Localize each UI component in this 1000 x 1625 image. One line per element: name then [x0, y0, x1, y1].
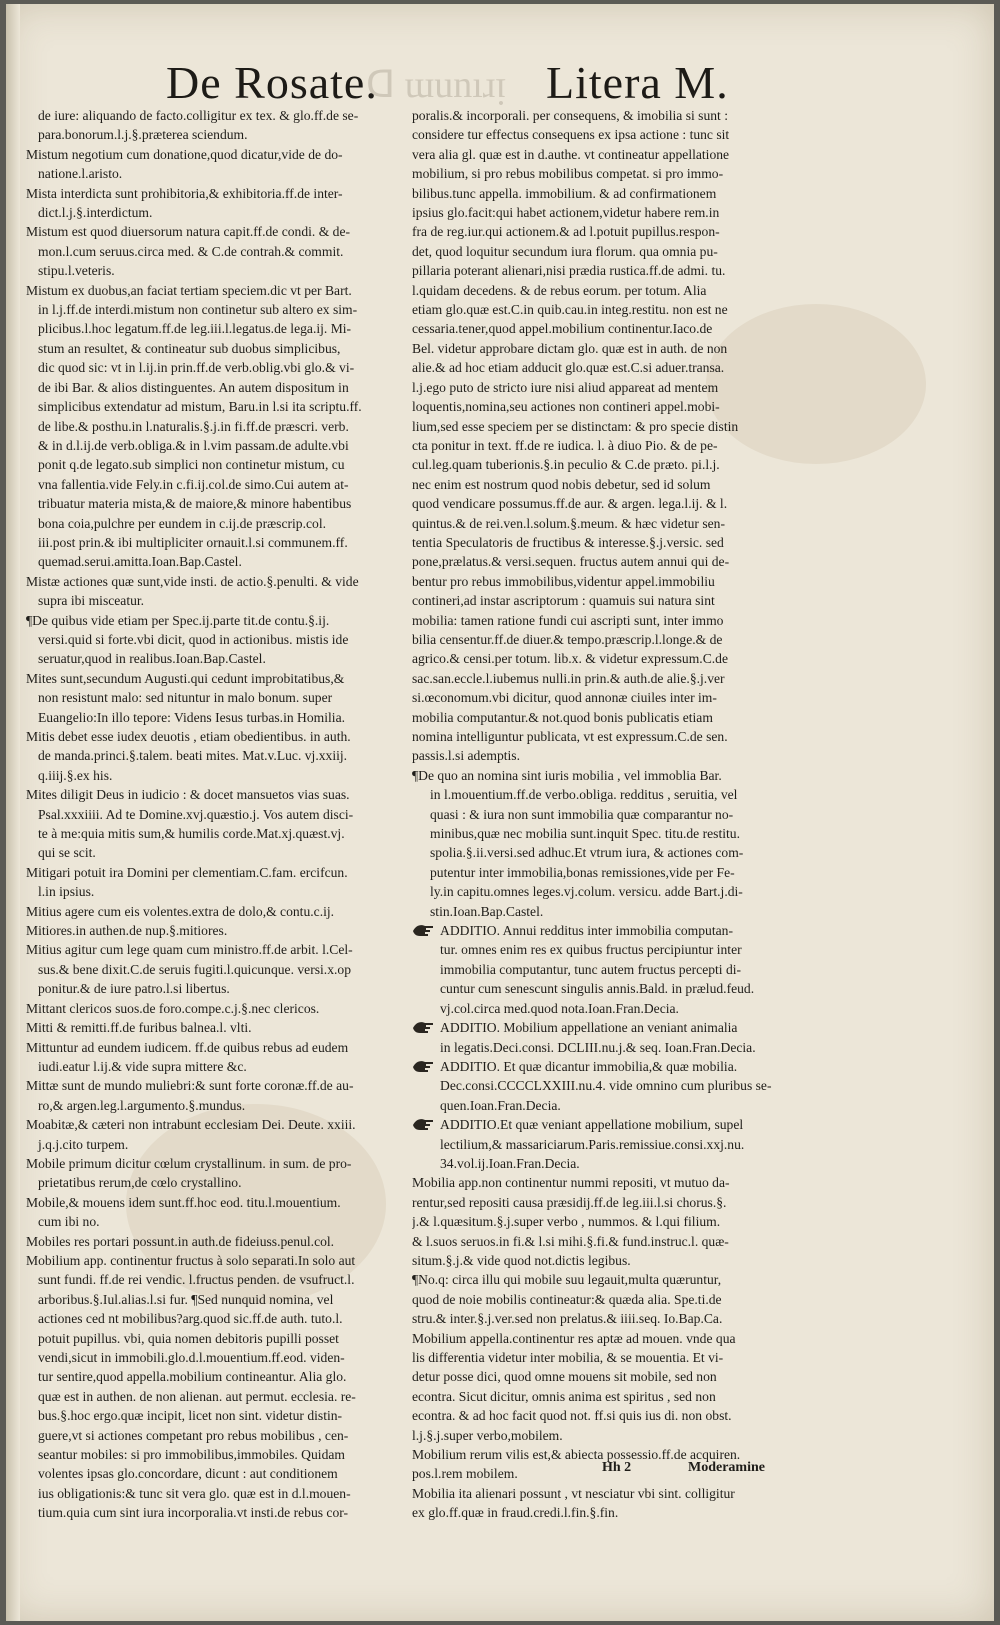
text-line: quen.Ioan.Fran.Decia. — [440, 1097, 561, 1113]
text-line: Mistum ex duobus,an faciat tertiam speciem.dic vt per Bart. — [26, 282, 352, 298]
text-line: bus.§.hoc ergo.quæ incipit, licet non sint. videtur distin- — [38, 1408, 343, 1424]
text-line: vera alia gl. quæ est in d.authe. vt contineatur appellatione — [412, 146, 730, 162]
text-line: Mobilia app.non continentur nummi repositi, vt mutuo da- — [412, 1175, 730, 1191]
pointing-hand-icon — [412, 1058, 434, 1074]
text-line: ponit q.de legato.sub simplici non continetur mistum, cu — [38, 457, 345, 473]
text-line: agrico.& censi.per totum. lib.x. & videtur expressum.C.de — [412, 651, 728, 667]
text-line: ADDITIO. Mobilium appellatione an veniant animalia — [440, 1020, 738, 1036]
text-line: Mistum est quod diuersorum natura capit.ff.de condi. & de- — [26, 224, 351, 240]
text-line: q.iiij.§.ex his. — [38, 767, 113, 783]
text-line: putentur inter immobilia,bonas remissiones,vide per Fe- — [430, 864, 735, 880]
text-line: sac.san.eccle.l.iubemus nulli.in prin.& auth.de alie.§.j.ver — [412, 670, 725, 686]
text-line: loquentis,nomina,seu actiones non contineri appel.mobi- — [412, 399, 720, 415]
text-line: Mitius agitur cum lege quam cum ministro.ff.de arbit. l.Cel- — [26, 942, 353, 958]
text-line: bilibus.tunc appella. immobilium. & ad confirmationem — [412, 185, 717, 201]
text-line: quod de noie mobilis contineatur:& quæda alia. Spe.ti.de — [412, 1291, 722, 1307]
text-line: prietatibus rerum,de cœlo crystallino. — [38, 1175, 242, 1191]
text-line: stin.Ioan.Bap.Castel. — [430, 903, 544, 919]
text-line: tur sentire,quod appella.mobilium contineantur. Alia glo. — [38, 1369, 347, 1385]
text-line: de ibi Bar. & alios distinguentes. An autem dispositum in — [38, 379, 349, 395]
text-line: Mites diligit Deus in iudicio : & docet mansuetos vias suas. — [26, 787, 350, 803]
text-line: de manda.princi.§.talem. beati mites. Mat.v.Luc. vj.xxiij. — [38, 748, 348, 764]
text-line: Mitius agere cum eis volentes.extra de dolo,& contu.c.ij. — [26, 903, 335, 919]
text-line: vna fallentia.vide Fely.in c.fi.ij.col.de simo.Cui autem at- — [38, 476, 349, 492]
text-line: considere tur effectus consequens ex ipsa actione : tunc sit — [412, 127, 730, 143]
text-line: minibus,quæ nec mobilia sunt.inquit Spec. titu.de restitu. — [430, 826, 740, 842]
text-line: dic quod sic: vt in l.ij.in prin.ff.de verb.oblig.vbi glo.& vi- — [38, 360, 355, 376]
text-line: Mittæ sunt de mundo muliebri:& sunt forte coronæ.ff.de au- — [26, 1078, 354, 1094]
pointing-hand-icon — [412, 1019, 434, 1035]
text-line: tium.quia cum sint iura incorporalia.vt insti.de rebus cor- — [38, 1505, 349, 1521]
text-line: poralis.& incorporali. per consequens, & imobilia si sunt : — [412, 108, 729, 123]
text-line: lectilium,& massariciarum.Paris.remissiue.consi.xxj.nu. — [440, 1136, 745, 1152]
text-line: econtra. Sicut dicitur, omnis anima est spiritus , sed non — [412, 1388, 716, 1404]
text-line: pone,prælatus.& versi.sequen. fructus autem annui qui de- — [412, 554, 730, 570]
text-line: cum ibi no. — [38, 1214, 100, 1230]
text-line: supra ibi misceatur. — [38, 593, 145, 609]
text-line: bona coia,pulchre per eundem in c.ij.de præscrip.col. — [38, 515, 327, 531]
text-line: nec enim est nostrum quod nobis debetur, sed id solum — [412, 476, 711, 492]
text-line: detur posse dici, quod omne mouens sit mobile, sed non — [412, 1369, 717, 1385]
text-line: de libe.& posthu.in l.naturalis.§.j.in fi.ff.de præscri. verb. — [38, 418, 349, 434]
text-line: l.j.ego puto de stricto iure nisi aliud appareat ad mentem — [412, 379, 719, 395]
text-line: contineri,ad instar ascriptorum : quamuis sui natura sint — [412, 593, 715, 609]
text-line: j.q.j.cito turpem. — [38, 1136, 129, 1152]
text-line: plicibus.l.hoc legatum.ff.de leg.iii.l.legatus.de lega.ij. Mi- — [38, 321, 352, 337]
text-line: econtra. & ad hoc facit quod not. ff.si quis ius di. non obst. — [412, 1408, 732, 1424]
text-line: Mista interdicta sunt prohibitoria,& exhibitoria.ff.de inter- — [26, 185, 343, 201]
text-line: Psal.xxxiiii. Ad te Domine.xvj.quæstio.j. Vos autem disci- — [38, 806, 354, 822]
text-line: Euangelio:In illo tepore: Videns Iesus turbas.in Homilia. — [38, 709, 346, 725]
page-footer — [602, 1460, 832, 1484]
text-line: in l.j.ff.de interdi.mistum non continetur sub altero ex sim- — [38, 302, 358, 318]
text-line: lis differentia videtur inter mobilia, & se mouentia. Et vi- — [412, 1350, 724, 1365]
text-line: Mobilium rerum vilis est,& abiecta possessio.ff.de acquiren. — [412, 1447, 741, 1463]
text-line: Moabitæ,& cæteri non intrabunt ecclesiam Dei. Deute. xxiii. — [26, 1117, 356, 1133]
text-line: ¶De quo an nomina sint iuris mobilia , vel immoblia Bar. — [412, 767, 722, 783]
text-line: para.bonorum.l.j.§.præterea sciendum. — [38, 127, 248, 143]
right-column — [412, 106, 832, 1523]
left-column — [26, 106, 404, 1523]
text-line: sus.& bene dixit.C.de seruis fugiti.l.quicunque. versi.x.op — [38, 961, 351, 977]
text-line: ex glo.ff.quæ in fraud.credi.l.fin.§.fin. — [412, 1505, 619, 1521]
text-line: ADDITIO. Et quæ dicantur immobilia,& quæ mobilia. — [440, 1058, 738, 1074]
text-line: tentia Speculatoris de fructibus & interesse.§.j.versic. sed — [412, 534, 724, 550]
show-through-ghost: ᗡ ɯunıɹᴉ — [366, 64, 506, 106]
running-header — [6, 52, 994, 112]
text-line: Mittant clericos suos.de foro.compe.c.j.§.nec clericos. — [26, 1000, 320, 1016]
text-line: te à me:quia mitis sum,& humilis corde.Mat.xj.quæst.vj. — [38, 826, 345, 842]
text-line: potuit pupillus. vbi, quia nomen debitoris pupilli posset — [38, 1330, 339, 1346]
text-line: Mitis debet esse iudex deuotis , etiam obedientibus. in auth. — [26, 729, 351, 744]
text-line: vj.col.circa med.quod nota.Ioan.Fran.Decia. — [440, 1000, 679, 1016]
text-line: ly.in capitu.omnes leges.vj.colum. versicu. adde Bart.j.di- — [430, 884, 743, 900]
text-line: in legatis.Deci.consi. DCLIII.nu.j.& seq. Ioan.Fran.Decia. — [440, 1039, 756, 1055]
text-line: cuntur cum senescunt singulis annis.Bald. in prælud.feud. — [440, 981, 755, 997]
text-line: l.j.§.j.super verbo,mobilem. — [412, 1427, 563, 1443]
text-line: quintus.& de rei.ven.l.solum.§.meum. & hæc videtur sen- — [412, 515, 725, 531]
text-line: tribuatur materia mista,& de maiore,& minore habentibus — [38, 496, 352, 512]
text-line: ro,& argen.leg.l.argumento.§.mundus. — [38, 1097, 246, 1113]
text-line: simplicibus extendatur ad mistum, Baru.in l.si ita scriptu.ff. — [38, 399, 362, 415]
text-line: quasi : & iura non sunt immobilia quæ comparantur no- — [430, 806, 734, 822]
text-line: ¶No.q: circa illu qui mobile suu legauit,multa quæruntur, — [412, 1272, 722, 1288]
text-line: Dec.consi.CCCCLXXIII.nu.4. vide omnino cum pluribus se- — [440, 1078, 772, 1094]
text-line: quod vendicare possumus.ff.de aur. & argen. lega.l.ij. & l. — [412, 496, 728, 512]
text-line: Mistum negotium cum donatione,quod dicatur,vide de do- — [26, 146, 343, 162]
text-line: Mobiles res portari possunt.in auth.de fideiuss.penul.col. — [26, 1233, 335, 1249]
text-line: stru.& inter.§.j.ver.sed non prelatus.& iiii.seq. Io.Bap.Ca. — [412, 1311, 723, 1327]
text-line: mobilia: tamen ratione fundi cui ascripti sunt, inter immo — [412, 612, 724, 628]
text-line: in l.mouentium.ff.de verbo.obliga. redditus , seruitia, vel — [430, 787, 738, 803]
text-line: qui se scit. — [38, 845, 96, 861]
text-line: pillaria poterant alienari,nisi prædia rustica.ff.de admi. tu. — [412, 263, 726, 279]
text-line: tur. omnes enim res ex quibus fructus percipiuntur inter — [440, 942, 742, 958]
text-line: spolia.§.ii.versi.sed adhuc.Et vtrum iura, & actiones com- — [430, 845, 744, 861]
signature-mark: Hh 2 — [602, 1460, 632, 1475]
text-line: si.œconomum.vbi dicitur, quod annonæ ciuiles inter im- — [412, 690, 717, 706]
text-line: natione.l.aristo. — [38, 166, 123, 182]
text-line: etiam glo.quæ est.C.in quib.cau.in integ.restitu. non est ne — [412, 302, 728, 318]
text-line: & l.suos seruos.in fi.& l.si mihi.§.fi.& fund.instruc.l. quæ- — [412, 1233, 729, 1249]
text-line: ADDITIO. Annui redditus inter immobilia computan- — [440, 923, 733, 939]
text-line: dict.l.j.§.interdictum. — [38, 205, 153, 221]
text-line: nomina intelliguntur publicata, vt est expressum.C.de sen. — [412, 729, 728, 744]
text-line: & in d.l.ij.de verb.obliga.& in l.vim passam.de adulte.vbi — [38, 437, 349, 453]
text-line: cessaria.tener,quod appel.mobilium continentur.Iaco.de — [412, 321, 713, 337]
text-line: Mitigari potuit ira Domini per clementiam.C.fam. ercifcun. — [26, 864, 348, 880]
text-line: quæ est in authen. de non alienan. aut permut. ecclesia. re- — [38, 1388, 356, 1404]
text-line: quemad.serui.amitta.Ioan.Bap.Castel. — [38, 554, 242, 570]
text-line: cta ponitur in text. ff.de re iudica. l. à diuo Pio. & de pe- — [412, 437, 718, 453]
text-line: mon.l.cum seruus.circa med. & C.de contrah.& commit. — [38, 243, 344, 259]
text-line: lium,sed esse speciem per se distinctam: & pro specie distin — [412, 418, 739, 434]
text-line: ponitur.& de iure patro.l.si libertus. — [38, 981, 230, 997]
text-line: guere,vt si actiones competant pro rebus mobilibus , cen- — [38, 1427, 349, 1443]
text-line: arboribus.§.Iul.alias.l.si fur. ¶Sed nunquid nomina, vel — [38, 1291, 334, 1307]
pointing-hand-icon — [412, 922, 434, 938]
text-line: Bel. videtur approbare dictam glo. quæ est in auth. de non — [412, 340, 728, 356]
text-line: Mitti & remitti.ff.de furibus balnea.l. vlti. — [26, 1020, 252, 1036]
text-line: vendi,sicut in immobili.glo.d.l.mouentium.ff.eod. viden- — [38, 1350, 345, 1365]
header-left: De Rosate. — [166, 57, 378, 108]
text-line: Mittuntur ad eundem iudicem. ff.de quibus rebus ad eudem — [26, 1039, 349, 1055]
text-line: l.quidam decedens. & de rebus eorum. per totum. Alia — [412, 282, 707, 298]
text-line: de iure: aliquando de facto.colligitur ex tex. & glo.ff.de se- — [38, 108, 359, 123]
book-page — [6, 4, 994, 1621]
text-line: stum an resultet, & contineatur sub duobus simplicibus, — [38, 340, 341, 356]
text-line: j.& l.quæsitum.§.j.super verbo , nummos. & l.qui filium. — [412, 1214, 721, 1230]
text-line: versi.quid si forte.vbi dicit, quod in actionibus. mistis ide — [38, 631, 349, 647]
text-line: immobilia computantur, tunc autem fructus percepti di- — [440, 961, 742, 977]
text-line: situm.§.j.& vide quod not.dictis legibus. — [412, 1252, 631, 1268]
text-line: ius obligationis:& tunc sit vera glo. quæ est in d.l.mouen- — [38, 1485, 351, 1501]
text-line: Mistæ actiones quæ sunt,vide insti. de actio.§.penulti. & vide — [26, 573, 359, 589]
text-line: Mobile primum dicitur cœlum crystallinum. in sum. de pro- — [26, 1155, 352, 1171]
text-line: Mitiores.in authen.de nup.§.mitiores. — [26, 923, 228, 939]
text-line: ADDITIO.Et quæ veniant appellatione mobilium, supel — [440, 1117, 744, 1133]
text-line: non resistunt malo: sed nituntur in malo bonum. super — [38, 690, 333, 706]
text-line: Mobilia ita alienari possunt , vt nesciatur vbi sint. colligitur — [412, 1485, 735, 1501]
text-line: l.in ipsius. — [38, 884, 95, 900]
text-line: volentes ipsas glo.concordare, dicunt : aut conditionem — [38, 1466, 338, 1482]
text-line: 34.vol.ij.Ioan.Fran.Decia. — [440, 1155, 580, 1171]
text-line: Mobile,& mouens idem sunt.ff.hoc eod. titu.l.mouentium. — [26, 1194, 341, 1210]
text-line: Mites sunt,secundum Augusti.qui cedunt improbitatibus,& — [26, 670, 345, 686]
text-line: actiones ced nt mobilibus?arg.quod sic.ff.de auth. tuto.l. — [38, 1311, 343, 1327]
text-line: bilia censentur.ff.de diuer.& tempo.præscrip.l.longe.& de — [412, 631, 723, 647]
page-gutter — [6, 4, 20, 1621]
text-line: ¶De quibus vide etiam per Spec.ij.parte tit.de contu.§.ij. — [26, 612, 330, 628]
text-line: sunt fundi. ff.de rei vendic. l.fructus penden. de vsufruct.l. — [38, 1272, 355, 1288]
text-line: fra de reg.iur.qui actionem.& ad l.potuit pupillus.respon- — [412, 224, 720, 240]
text-line: mobilia computantur.& not.quod bonis publicatis etiam — [412, 709, 713, 725]
catchword: Moderamine — [688, 1460, 765, 1475]
text-line: alie.& ad hoc etiam adducit glo.quæ est.C.si aduer.transa. — [412, 360, 725, 376]
text-line: Mobilium appella.continentur res aptæ ad mouen. vnde qua — [412, 1330, 736, 1346]
text-line: ipsius glo.facit:qui habet actionem,videtur habere rem.in — [412, 205, 720, 221]
header-right: Litera M. — [546, 57, 729, 108]
text-line: passis.l.si ademptis. — [412, 748, 520, 764]
text-line: rentur,sed repositi causa præsidij.ff.de leg.iii.l.si chorus.§. — [412, 1194, 727, 1210]
text-line: iii.post prin.& ibi multipliciter ornauit.l.si communem.ff. — [38, 534, 348, 550]
pointing-hand-icon — [412, 1116, 434, 1132]
text-line: iudi.eatur l.ij.& vide supra mittere &c. — [38, 1058, 247, 1074]
text-line: det, quod loquitur secundum iura florum. qua omnia pu- — [412, 243, 718, 259]
text-line: seantur mobiles: si pro immobilibus,immobiles. Quidam — [38, 1447, 345, 1463]
text-line: Mobilium app. continentur fructus à solo separati.In solo aut — [26, 1252, 356, 1268]
text-line: mobilium, si pro rebus mobilibus competat. si pro immo- — [412, 166, 724, 182]
text-line: pos.l.rem mobilem. — [412, 1466, 518, 1482]
text-line: seruatur,quod in realibus.Ioan.Bap.Castel. — [38, 651, 266, 667]
text-line: stipu.l.veteris. — [38, 263, 115, 279]
text-line: bentur pro rebus immobilibus,videntur appel.immobiliu — [412, 573, 715, 589]
text-line: cul.leg.quam tuberionis.§.in peculio & C.de præto. pi.l.j. — [412, 457, 720, 473]
